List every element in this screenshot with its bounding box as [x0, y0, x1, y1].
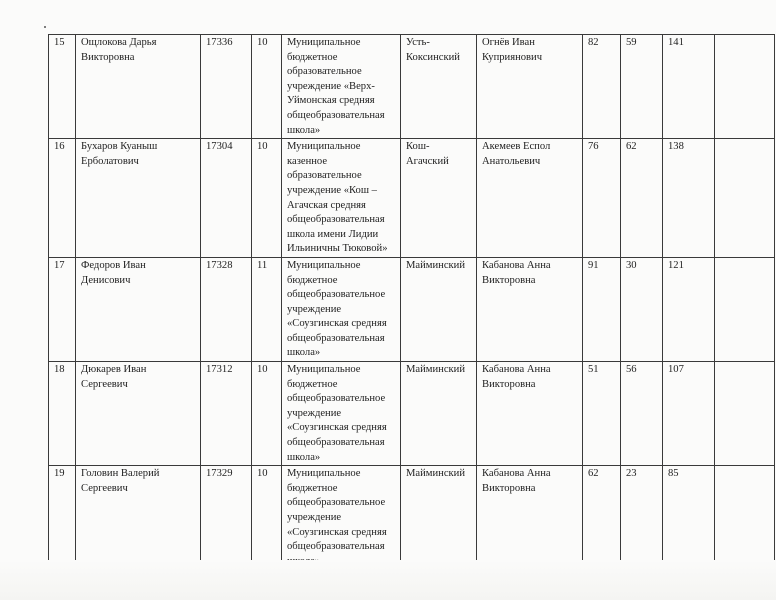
scan-speck — [44, 26, 46, 28]
table-row — [49, 466, 775, 570]
cell-total: 85 — [663, 466, 715, 570]
table-row — [49, 257, 775, 361]
results-table — [48, 34, 775, 570]
cell-grade: 10 — [252, 35, 282, 139]
cell-number: 19 — [49, 466, 76, 570]
cell-empty — [715, 257, 775, 361]
cell-score-1: 91 — [583, 257, 621, 361]
table-row — [49, 362, 775, 466]
cell-score-2: 56 — [621, 362, 663, 466]
cell-grade: 10 — [252, 139, 282, 258]
cell-school: Муниципальное казенное образовательное учреждение «Кош – Агачская средняя общеобразовательная школа имени Лидии Ильиничны Тюковой» — [282, 139, 401, 258]
cell-code: 17336 — [201, 35, 252, 139]
cell-number: 16 — [49, 139, 76, 258]
cell-district: Майминский — [401, 466, 477, 570]
cell-district: Майминский — [401, 257, 477, 361]
cell-score-2: 23 — [621, 466, 663, 570]
cell-district: Майминский — [401, 362, 477, 466]
cell-student-name: Головин Валерий Сергеевич — [76, 466, 201, 570]
cell-total: 141 — [663, 35, 715, 139]
cell-teacher: Кабанова Анна Викторовна — [477, 466, 583, 570]
cell-grade: 10 — [252, 466, 282, 570]
cell-empty — [715, 35, 775, 139]
cell-score-1: 76 — [583, 139, 621, 258]
table-row — [49, 35, 775, 139]
cell-total: 121 — [663, 257, 715, 361]
cell-score-2: 62 — [621, 139, 663, 258]
table-row — [49, 139, 775, 258]
cell-school: Муниципальное бюджетное общеобразовательное учреждение «Соузгинская средняя общеобразовательная — [282, 466, 401, 570]
cell-school: Муниципальное бюджетное общеобразовательное учреждение «Соузгинская средняя общеобразовательная школа» — [282, 257, 401, 361]
cell-number: 17 — [49, 257, 76, 361]
cell-code: 17304 — [201, 139, 252, 258]
cell-total: 138 — [663, 139, 715, 258]
cell-teacher: Огнёв Иван Куприянович — [477, 35, 583, 139]
cell-student-name: Бухаров Куаныш Ерболатович — [76, 139, 201, 258]
cell-teacher: Акемеев Еспол Анатольевич — [477, 139, 583, 258]
cell-teacher: Кабанова Анна Викторовна — [477, 257, 583, 361]
cell-score-1: 51 — [583, 362, 621, 466]
page-bottom-margin — [0, 560, 776, 600]
cell-empty — [715, 466, 775, 570]
cell-number: 18 — [49, 362, 76, 466]
cell-score-1: 82 — [583, 35, 621, 139]
cell-student-name: Дюкарев Иван Сергеевич — [76, 362, 201, 466]
cell-score-2: 30 — [621, 257, 663, 361]
cell-district: Усть-Коксинский — [401, 35, 477, 139]
cell-grade: 11 — [252, 257, 282, 361]
cell-school: Муниципальное бюджетное образовательное учреждение «Верх-Уймонская средняя общеобразовательная школа» — [282, 35, 401, 139]
cell-student-name: Ощлокова Дарья Викторовна — [76, 35, 201, 139]
cell-teacher: Кабанова Анна Викторовна — [477, 362, 583, 466]
cell-district: Кош-Агачский — [401, 139, 477, 258]
cell-total: 107 — [663, 362, 715, 466]
cell-score-1: 62 — [583, 466, 621, 570]
cell-student-name: Федоров Иван Денисович — [76, 257, 201, 361]
cell-grade: 10 — [252, 362, 282, 466]
cell-empty — [715, 362, 775, 466]
cell-code: 17328 — [201, 257, 252, 361]
cell-number: 15 — [49, 35, 76, 139]
cell-score-2: 59 — [621, 35, 663, 139]
cell-empty — [715, 139, 775, 258]
cell-code: 17329 — [201, 466, 252, 570]
cell-school: Муниципальное бюджетное общеобразовательное учреждение «Соузгинская средняя общеобразовательная школа» — [282, 362, 401, 466]
cell-code: 17312 — [201, 362, 252, 466]
